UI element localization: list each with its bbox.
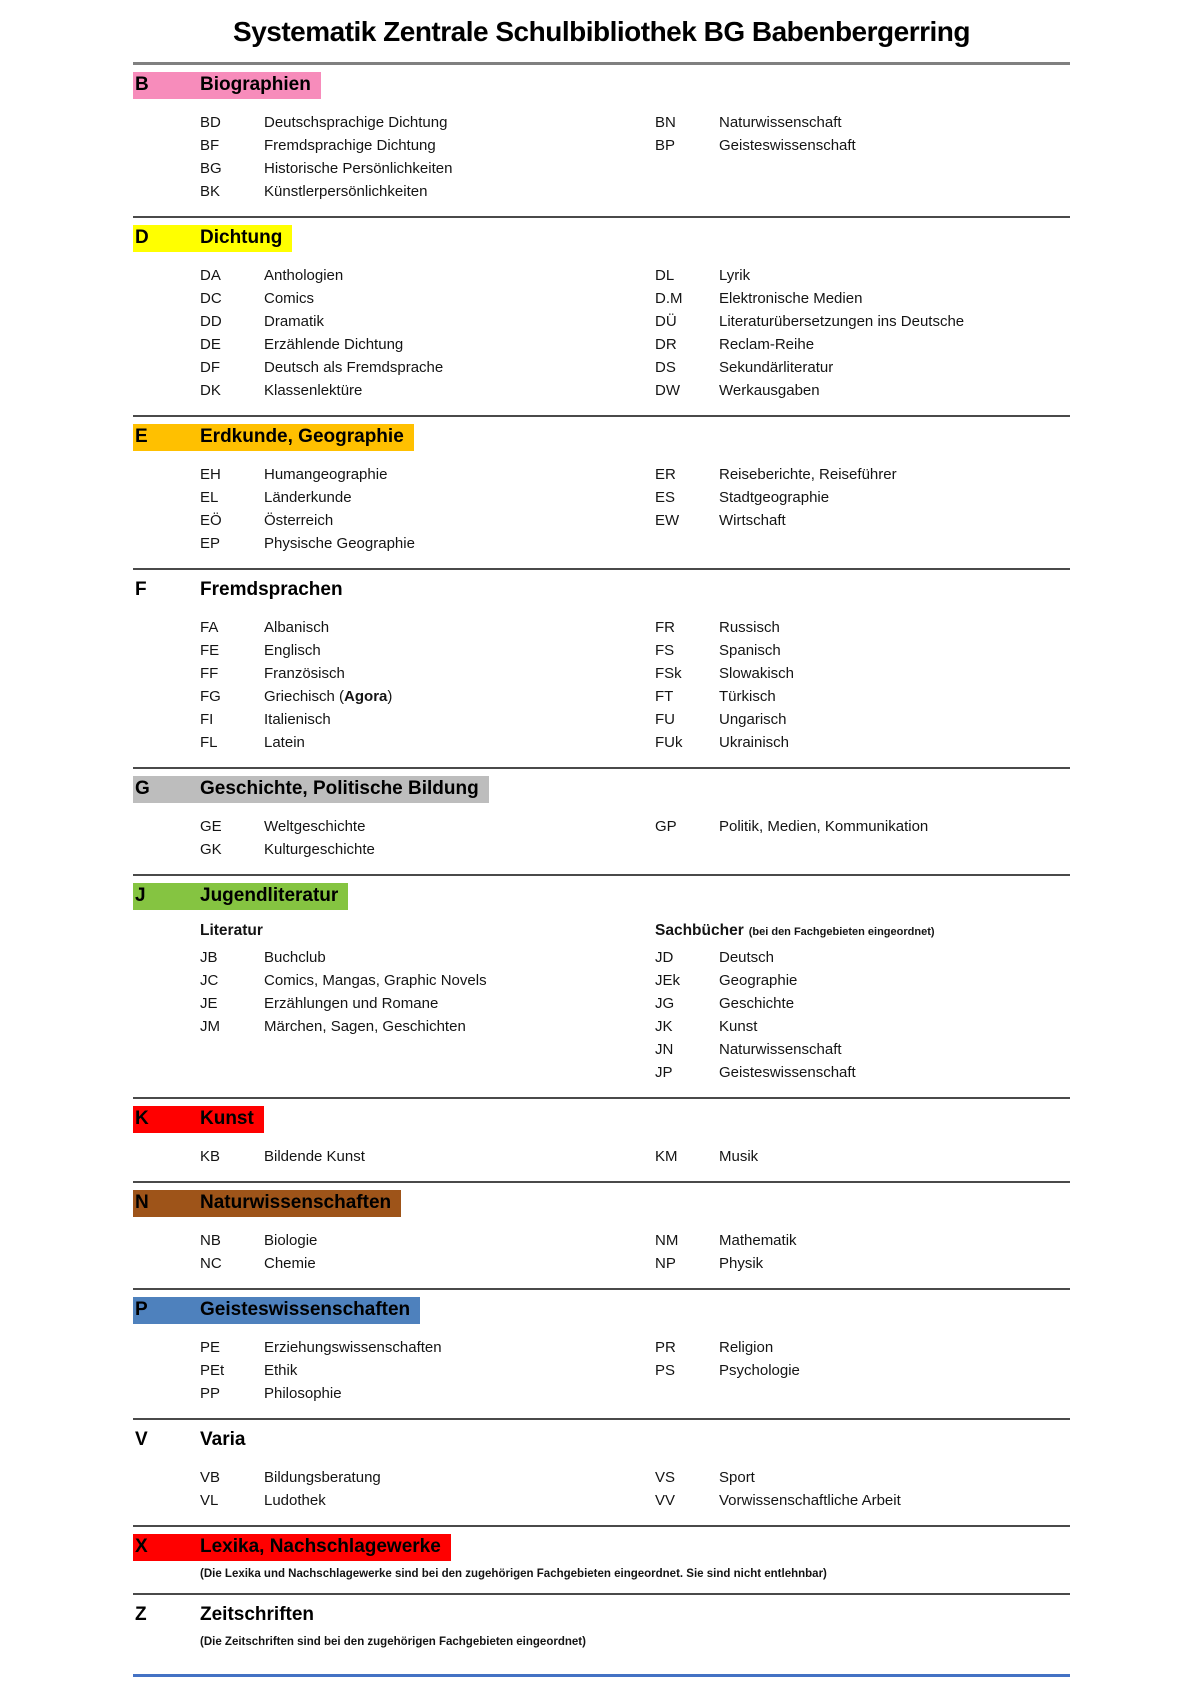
right-column	[655, 264, 1070, 402]
right-column	[655, 616, 1070, 754]
section-letter: G	[135, 778, 150, 799]
entry-label: Geisteswissenschaft	[719, 137, 856, 154]
section-heading: Erdkunde, Geographie	[200, 426, 404, 447]
entry-label: Fremdsprachige Dichtung	[264, 137, 436, 154]
section-columns	[133, 264, 1070, 402]
left-column	[200, 111, 655, 203]
entry-label: Literaturübersetzungen ins Deutsche	[719, 313, 965, 330]
entry-code: PEt	[200, 1362, 225, 1379]
entry-row	[200, 157, 655, 180]
section-letter: Z	[135, 1604, 147, 1625]
section-highlight	[133, 1190, 401, 1217]
right-column	[655, 463, 1070, 555]
entry-code: BD	[200, 114, 221, 131]
entry-label: Physische Geographie	[264, 535, 415, 552]
entry-code: BP	[655, 137, 676, 154]
section-heading: Zeitschriften	[200, 1604, 315, 1625]
entry-code: VV	[655, 1492, 676, 1509]
entry-label: Klassenlektüre	[264, 382, 363, 399]
entry-label: Reiseberichte, Reiseführer	[719, 466, 897, 483]
entry-row	[200, 662, 655, 685]
section-G	[133, 769, 1070, 874]
entry-row	[200, 1359, 655, 1382]
section-highlight	[133, 72, 321, 99]
section-header	[133, 72, 1070, 99]
section-V	[133, 1420, 1070, 1525]
entry-label: Bildende Kunst	[264, 1148, 365, 1165]
section-letter: E	[135, 426, 148, 447]
entry-label: Stadtgeographie	[719, 489, 830, 506]
entry-label: Weltgeschichte	[264, 818, 366, 835]
entry-row	[655, 731, 1070, 754]
section-letter: J	[135, 885, 146, 906]
section-highlight	[133, 577, 353, 604]
entry-row	[200, 463, 655, 486]
entry-label: Politik, Medien, Kommunikation	[719, 818, 929, 835]
entry-code: BN	[655, 114, 676, 131]
section-letter: B	[135, 74, 149, 95]
entry-row	[200, 356, 655, 379]
right-column	[655, 1466, 1070, 1512]
entry-label: Reclam-Reihe	[719, 336, 815, 353]
section-letter: V	[135, 1429, 148, 1450]
section-letter: K	[135, 1108, 149, 1129]
section-columns	[133, 815, 1070, 861]
entry-label: Buchclub	[264, 949, 326, 966]
entry-label: Deutschsprachige Dichtung	[264, 114, 448, 131]
column-subheader-title: Sachbücher	[655, 922, 744, 939]
entry-label: Englisch	[264, 642, 321, 659]
entry-label: Ukrainisch	[719, 734, 790, 751]
entry-code: FUk	[655, 734, 683, 751]
entry-row	[200, 379, 655, 402]
section-columns	[133, 1145, 1070, 1168]
entry-row	[200, 731, 655, 754]
section-letter: X	[135, 1536, 148, 1557]
section-heading: Geisteswissenschaften	[200, 1299, 411, 1320]
left-column	[200, 616, 655, 754]
entry-label: Anthologien	[264, 267, 344, 284]
entry-label: Spanisch	[719, 642, 781, 659]
column-subheader-note: (bei den Fachgebieten eingeordnet)	[748, 926, 935, 938]
entry-row	[200, 180, 655, 203]
entry-label: Lyrik	[719, 267, 751, 284]
entry-row	[655, 134, 1070, 157]
entry-row	[200, 969, 655, 992]
entry-row	[655, 1015, 1070, 1038]
entry-row	[655, 1061, 1070, 1084]
entry-code: FS	[655, 642, 675, 659]
entry-row	[200, 616, 655, 639]
entry-label: Biologie	[264, 1232, 318, 1249]
section-N	[133, 1183, 1070, 1288]
entry-code: DL	[655, 267, 675, 284]
section-X	[133, 1527, 1070, 1593]
entry-label: Philosophie	[264, 1385, 342, 1402]
entry-code: EH	[200, 466, 221, 483]
entry-code: VS	[655, 1469, 676, 1486]
section-columns	[133, 1336, 1070, 1405]
section-B	[133, 65, 1070, 216]
entry-label: Italienisch	[264, 711, 331, 728]
entry-label: Musik	[719, 1148, 759, 1165]
entry-row	[655, 1229, 1070, 1252]
entry-row	[655, 1359, 1070, 1382]
entry-label: Künstlerpersönlichkeiten	[264, 183, 428, 200]
entry-code: FL	[200, 734, 218, 751]
entry-label-bold: Agora	[344, 688, 388, 705]
entry-row	[200, 333, 655, 356]
entry-row	[655, 685, 1070, 708]
section-highlight	[133, 225, 292, 252]
entry-label: Geisteswissenschaft	[719, 1064, 856, 1081]
entry-label: Dramatik	[264, 313, 325, 330]
entry-row	[200, 1229, 655, 1252]
entry-code: DR	[655, 336, 677, 353]
entry-label: Mathematik	[719, 1232, 797, 1249]
entry-row	[655, 333, 1070, 356]
section-letter: D	[135, 227, 149, 248]
section-columns	[133, 1229, 1070, 1275]
section-Z	[133, 1595, 1070, 1661]
entry-label: Französisch	[264, 665, 345, 682]
entry-code: FT	[655, 688, 674, 705]
entry-code: DW	[655, 382, 680, 399]
section-columns	[133, 1466, 1070, 1512]
entry-label: Religion	[719, 1339, 774, 1356]
entry-row	[655, 287, 1070, 310]
entry-code: FA	[200, 619, 219, 636]
entry-row	[655, 1038, 1070, 1061]
entry-row	[655, 310, 1070, 333]
entry-row	[200, 708, 655, 731]
right-column	[655, 111, 1070, 203]
left-column	[200, 264, 655, 402]
entry-row	[655, 111, 1070, 134]
section-D	[133, 218, 1070, 415]
entry-code: NP	[655, 1255, 676, 1272]
entry-code: FF	[200, 665, 219, 682]
column-subheader-title: Literatur	[200, 922, 263, 939]
entry-code: JK	[655, 1018, 673, 1035]
section-columns	[133, 922, 1070, 1084]
entry-row	[655, 264, 1070, 287]
entry-label: Türkisch	[719, 688, 776, 705]
section-highlight	[133, 1297, 420, 1324]
page-title: Systematik Zentrale Schulbibliothek BG Babenbergerring	[233, 16, 970, 47]
section-columns	[133, 111, 1070, 203]
section-K	[133, 1099, 1070, 1181]
entry-row	[200, 992, 655, 1015]
section-letter: N	[135, 1192, 149, 1213]
section-header	[133, 424, 1070, 451]
section-heading: Kunst	[200, 1108, 254, 1129]
entry-code: JP	[655, 1064, 673, 1081]
entry-row	[655, 356, 1070, 379]
left-column	[200, 463, 655, 555]
section-heading: Geschichte, Politische Bildung	[200, 778, 479, 799]
sections	[133, 65, 1070, 1661]
entry-code: JM	[200, 1018, 220, 1035]
entry-row	[200, 838, 655, 861]
entry-code: BF	[200, 137, 220, 154]
entry-code: PR	[655, 1339, 676, 1356]
entry-code: DA	[200, 267, 221, 284]
entry-row	[655, 1466, 1070, 1489]
entry-row	[655, 708, 1070, 731]
section-columns	[133, 463, 1070, 555]
entry-code: DK	[200, 382, 221, 399]
entry-row	[200, 1382, 655, 1405]
entry-row	[655, 509, 1070, 532]
entry-code: FE	[200, 642, 220, 659]
entry-label: Sport	[719, 1469, 755, 1486]
entry-code: EÖ	[200, 512, 222, 529]
entry-row	[655, 815, 1070, 838]
entry-code: JC	[200, 972, 219, 989]
entry-code: PS	[655, 1362, 676, 1379]
entry-code: JG	[655, 995, 675, 1012]
entry-label: Ungarisch	[719, 711, 787, 728]
section-highlight	[133, 1106, 264, 1133]
entry-row	[200, 264, 655, 287]
left-column	[200, 1229, 655, 1275]
entry-row	[200, 486, 655, 509]
entry-code: ER	[655, 466, 676, 483]
entry-code: BG	[200, 160, 222, 177]
entry-label: Sekundärliteratur	[719, 359, 834, 376]
entry-row	[655, 992, 1070, 1015]
entry-label: Naturwissenschaft	[719, 1041, 842, 1058]
entry-row	[200, 1336, 655, 1359]
entry-row	[200, 639, 655, 662]
entry-label: Geschichte	[719, 995, 795, 1012]
section-F	[133, 570, 1070, 767]
entry-label: Latein	[264, 734, 305, 751]
section-letter: P	[135, 1299, 148, 1320]
entry-label: Vorwissenschaftliche Arbeit	[719, 1492, 901, 1509]
section-header	[133, 1427, 1070, 1454]
entry-label: Slowakisch	[719, 665, 795, 682]
entry-row	[200, 1252, 655, 1275]
entry-code: ES	[655, 489, 676, 506]
entry-code: D.M	[655, 290, 683, 307]
entry-code: NC	[200, 1255, 222, 1272]
entry-code: FR	[655, 619, 675, 636]
entry-row	[200, 685, 655, 708]
entry-code: NB	[200, 1232, 221, 1249]
entry-label: Erzählende Dichtung	[264, 336, 404, 353]
section-highlight	[133, 424, 414, 451]
section-heading: Lexika, Nachschlagewerke	[200, 1536, 441, 1557]
entry-label: Kunst	[719, 1018, 758, 1035]
entry-code: GP	[655, 818, 677, 835]
entry-label: Länderkunde	[264, 489, 352, 506]
section-heading: Naturwissenschaften	[200, 1192, 392, 1213]
entry-label: Wirtschaft	[719, 512, 786, 529]
entry-code: VL	[200, 1492, 219, 1509]
entry-row	[655, 1252, 1070, 1275]
section-header	[133, 1602, 1070, 1629]
section-header	[133, 1297, 1070, 1324]
entry-label: Comics, Mangas, Graphic Novels	[264, 972, 487, 989]
entry-code: BK	[200, 183, 221, 200]
entry-code: NM	[655, 1232, 679, 1249]
entry-row	[655, 946, 1070, 969]
entry-label-text: Griechisch (	[264, 688, 345, 705]
right-column	[655, 1336, 1070, 1405]
entry-code: DE	[200, 336, 221, 353]
entry-label: Kulturgeschichte	[264, 841, 375, 858]
section-heading: Dichtung	[200, 227, 283, 248]
entry-row	[200, 532, 655, 555]
entry-label: Russisch	[719, 619, 780, 636]
entry-label: Psychologie	[719, 1362, 800, 1379]
entry-row	[200, 287, 655, 310]
entry-label: Bildungsberatung	[264, 1469, 381, 1486]
entry-label: Märchen, Sagen, Geschichten	[264, 1018, 466, 1035]
section-highlight	[133, 883, 348, 910]
entry-code: FI	[200, 711, 214, 728]
section-J	[133, 876, 1070, 1097]
section-letter: F	[135, 579, 147, 600]
entry-row	[655, 639, 1070, 662]
entry-row	[655, 1336, 1070, 1359]
entry-row	[655, 662, 1070, 685]
entry-row	[200, 134, 655, 157]
entry-code: JN	[655, 1041, 674, 1058]
entry-label: Deutsch	[719, 949, 775, 966]
entry-code: EW	[655, 512, 680, 529]
entry-label: Humangeographie	[264, 466, 388, 483]
entry-label: Geographie	[719, 972, 798, 989]
entry-label: Physik	[719, 1255, 764, 1272]
entry-label: Erziehungswissenschaften	[264, 1339, 442, 1356]
entry-code: VB	[200, 1469, 221, 1486]
entry-code: JE	[200, 995, 218, 1012]
entry-row	[200, 111, 655, 134]
entry-label: Comics	[264, 290, 315, 307]
entry-label: Naturwissenschaft	[719, 114, 842, 131]
left-column	[200, 1336, 655, 1405]
entry-row	[200, 310, 655, 333]
entry-code: DD	[200, 313, 222, 330]
entry-label: Albanisch	[264, 619, 330, 636]
entry-code: GK	[200, 841, 222, 858]
entry-row	[200, 1489, 655, 1512]
right-column	[655, 815, 1070, 861]
entry-code: FSk	[655, 665, 682, 682]
section-heading: Biographien	[200, 74, 311, 95]
entry-row	[200, 1466, 655, 1489]
entry-row	[655, 616, 1070, 639]
section-highlight	[133, 1427, 255, 1454]
entry-label: Österreich	[264, 512, 334, 529]
entry-label-suffix: )	[387, 688, 393, 705]
entry-code: FG	[200, 688, 221, 705]
entry-code: EP	[200, 535, 221, 552]
entry-row	[655, 1489, 1070, 1512]
entry-row	[200, 509, 655, 532]
section-heading: Fremdsprachen	[200, 579, 343, 600]
section-heading: Varia	[200, 1429, 246, 1450]
entry-row	[655, 1145, 1070, 1168]
entry-code: DS	[655, 359, 676, 376]
entry-label: Werkausgaben	[719, 382, 820, 399]
bottom-rule	[133, 1674, 1070, 1677]
entry-label: Elektronische Medien	[719, 290, 863, 307]
section-header	[133, 1106, 1070, 1133]
section-P	[133, 1290, 1070, 1418]
entry-row	[200, 1145, 655, 1168]
entry-code: JEk	[655, 972, 681, 989]
right-column	[655, 1145, 1070, 1168]
left-column	[200, 922, 655, 1084]
entry-code: FU	[655, 711, 675, 728]
entry-row	[655, 486, 1070, 509]
right-column	[655, 922, 1070, 1084]
section-heading: Jugendliteratur	[200, 885, 339, 906]
section-note: (Die Lexika und Nachschlagewerke sind bei den zugehörigen Fachgebieten eingeordnet. Sie sind nicht entlehnbar)	[200, 1568, 827, 1580]
entry-label: Chemie	[264, 1255, 316, 1272]
entry-label: Deutsch als Fremdsprache	[264, 359, 444, 376]
entry-code: DC	[200, 290, 222, 307]
entry-label: Ethik	[264, 1362, 298, 1379]
entry-code: PE	[200, 1339, 221, 1356]
section-E	[133, 417, 1070, 568]
section-columns	[133, 616, 1070, 754]
entry-code: PP	[200, 1385, 221, 1402]
entry-label: Erzählungen und Romane	[264, 995, 439, 1012]
entry-code: KB	[200, 1148, 221, 1165]
entry-code: DÜ	[655, 313, 677, 330]
section-header	[133, 1534, 1070, 1561]
entry-label: Historische Persönlichkeiten	[264, 160, 453, 177]
entry-code: DF	[200, 359, 220, 376]
column-subheader	[655, 922, 1070, 946]
section-header	[133, 1190, 1070, 1217]
section-header	[133, 776, 1070, 803]
entry-row	[655, 463, 1070, 486]
left-column	[200, 1145, 655, 1168]
column-subheader	[200, 922, 655, 946]
entry-row	[200, 1015, 655, 1038]
entry-code: JB	[200, 949, 218, 966]
section-header	[133, 883, 1070, 910]
entry-code: JD	[655, 949, 674, 966]
entry-label	[264, 688, 392, 705]
section-note: (Die Zeitschriften sind bei den zugehörigen Fachgebieten eingeordnet)	[200, 1636, 586, 1648]
section-highlight	[133, 1602, 324, 1629]
entry-code: GE	[200, 818, 222, 835]
entry-code: EL	[200, 489, 219, 506]
entry-code: KM	[655, 1148, 678, 1165]
left-column	[200, 1466, 655, 1512]
entry-row	[655, 969, 1070, 992]
entry-row	[200, 946, 655, 969]
left-column	[200, 815, 655, 861]
entry-row	[200, 815, 655, 838]
entry-row	[655, 379, 1070, 402]
section-highlight	[133, 776, 489, 803]
section-header	[133, 577, 1070, 604]
entry-label: Ludothek	[264, 1492, 326, 1509]
section-header	[133, 225, 1070, 252]
right-column	[655, 1229, 1070, 1275]
section-highlight	[133, 1534, 451, 1561]
